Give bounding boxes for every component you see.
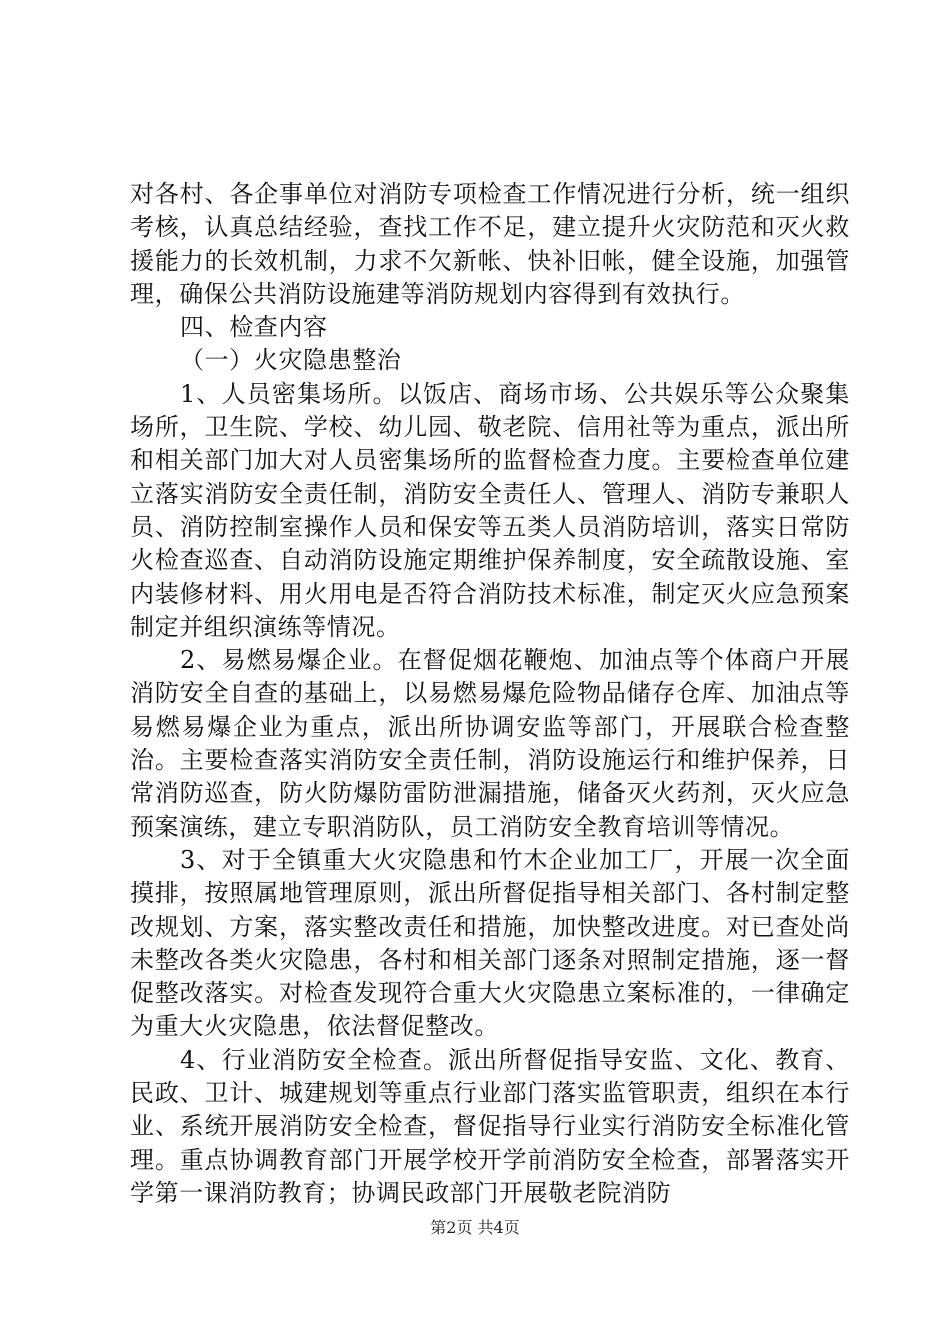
page-footer: 第2页 共4页: [430, 1218, 520, 1237]
paragraph-industry-inspection: 4、行业消防安全检查。派出所督促指导安监、文化、教育、民政、卫计、城建规划等重点行业部门落实监管职责，组织在本行业、系统开展消防安全检查，督促指导行业实行消防安全标准化管理。重点协调教育部门开展学校开学前消防安全检查，部署落实开学第一课消防教育；协调民政部门开展敬老院消防: [130, 1045, 850, 1207]
paragraph-flammable-enterprises: 2、易燃易爆企业。在督促烟花鞭炮、加油点等个体商户开展消防安全自查的基础上，以易燃易爆危险物品储存仓库、加油点等易燃易爆企业为重点，派出所协调安监等部门，开展联合检查整治。主要检查落实消防安全责任制，消防设施运行和维护保养，日常消防巡查，防火防爆防雷防泄漏措施，储备灭火药剂，灭火应急预案演练，建立专职消防队，员工消防安全教育培训等情况。: [130, 646, 850, 841]
section-heading-inspection-content: 四、检查内容: [180, 313, 328, 342]
paragraph-crowded-places: 1、人员密集场所。以饭店、商场市场、公共娱乐等公众聚集场所，卫生院、学校、幼儿园、敬老院、信用社等为重点，派出所和相关部门加大对人员密集场所的监督检查力度。主要检查单位建立落实消防安全责任制，消防安全责任人、管理人、消防专兼职人员、消防控制室操作人员和保安等五类人员消防培训，落实日常防火检查巡查、自动消防设施定期维护保养制度，安全疏散设施、室内装修材料、用火用电是否符合消防技术标准，制定灭火应急预案制定并组织演练等情况。: [130, 379, 850, 641]
paragraph-major-hazards: 3、对于全镇重大火灾隐患和竹木企业加工厂，开展一次全面摸排，按照属地管理原则，派出所督促指导相关部门、各村制定整改规划、方案，落实整改责任和措施，加快整改进度。对已查处尚未整改各类火灾隐患，各村和相关部门逐条对照制定措施，逐一督促整改落实。对检查发现符合重大火灾隐患立案标准的，一律确定为重大火灾隐患，依法督促整改。: [130, 845, 850, 1041]
document-body: [130, 178, 850, 1210]
paragraph-continuation: 对各村、各企事单位对消防专项检查工作情况进行分析，统一组织考核，认真总结经验，查找工作不足，建立提升火灾防范和灭火救援能力的长效机制，力求不欠新帐、快补旧帐，健全设施，加强管理，确保公共消防设施建等消防规划内容得到有效执行。: [130, 180, 850, 308]
subsection-heading-fire-hazard: （一）火灾隐患整治: [180, 346, 402, 375]
